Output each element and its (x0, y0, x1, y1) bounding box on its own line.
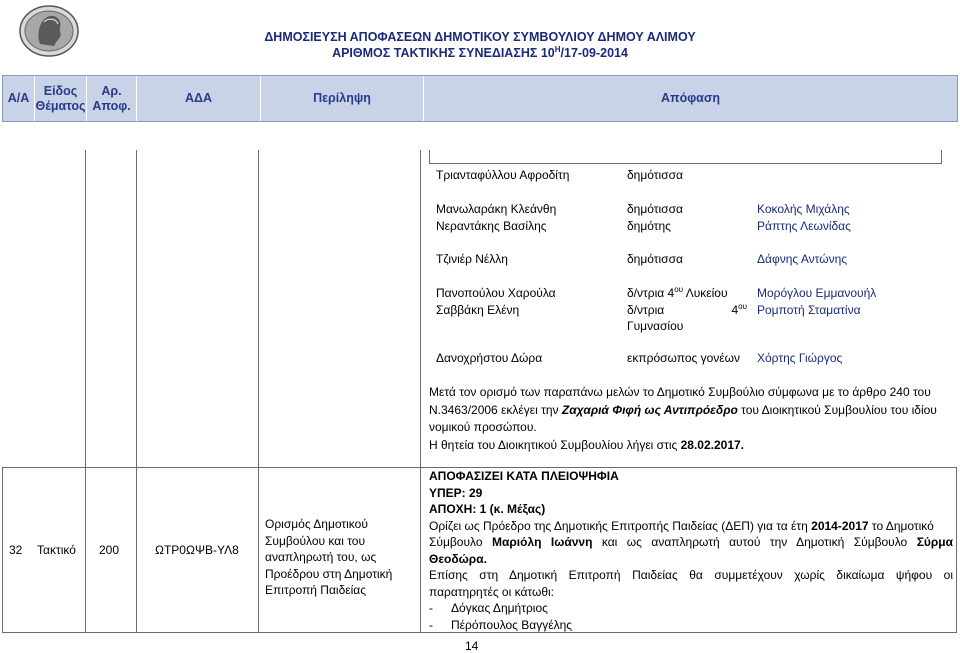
inner-table-top (429, 150, 942, 164)
member-alternate: Δάφνης Αντώνης (757, 252, 848, 266)
member-name: Πανοπούλου Χαρούλα (436, 286, 556, 300)
document-title: ΔΗΜΟΣΙΕΥΣΗ ΑΠΟΦΑΣΕΩΝ ΔΗΜΟΤΙΚΟΥ ΣΥΜΒΟΥΛΙΟΥ ΔΗΜΟΥ ΑΛΙΜΟΥ (264, 30, 696, 44)
member-name: Δανοχρήστου Δώρα (436, 351, 543, 365)
col-aa: Α/Α (3, 76, 35, 121)
member-alternate: Μορόγλου Εμμανουήλ (757, 286, 877, 300)
member-name: Μανωλαράκη Κλεάνθη (436, 202, 557, 216)
grid-line (136, 150, 137, 632)
member-role: δημότισσα (627, 202, 683, 216)
member-role: δημότης (627, 219, 671, 233)
page-number: 14 (465, 639, 479, 653)
member-alternate: Ράπτης Λεωνίδας (757, 219, 851, 233)
grid-line (956, 468, 957, 632)
table-header (2, 75, 958, 122)
col-apofasi: Απόφαση (660, 91, 721, 105)
col-ar: Αρ. Αποφ. (87, 76, 137, 121)
row-aa: 32 (9, 543, 23, 557)
grid-line (2, 468, 3, 632)
row-ada: ΩΤΡ0ΩΨΒ-ΥΛ8 (155, 543, 239, 557)
member-role: εκπρόσωπος γονέων (627, 351, 741, 365)
member-name: Τζινιέρ Νέλλη (436, 252, 508, 266)
member-name: Τριανταφύλλου Αφροδίτη (436, 168, 570, 182)
grid-line (85, 150, 86, 632)
member-role: δημότισσα (627, 168, 683, 182)
member-role: δ/ντρια $4^{o\upsilon}$ Λυκείου (627, 285, 728, 300)
member-alternate: Κοκολής Μιχάλης (757, 202, 850, 216)
member-role: δημότισσα (627, 252, 683, 266)
col-eidos: Είδος Θέματος (35, 76, 87, 121)
member-alternate: Χόρτης Γιώργος (757, 351, 843, 365)
election-paragraph: Μετά τον ορισμό των παραπάνω μελών το Δημοτικό Συμβούλιο σύμφωνα με το άρθρο 240 του Ν.3463/2006 εκλέγει την Ζαχαριά Φιφή ως Αντιπρόεδρο του Διοικητικού Συμβουλίου του ιδίου νομικού προσώπου. Η θητεία του Διοικητικού Συμβουλίου λήγει στις 28.02.2017. (429, 385, 937, 452)
member-alternate: Ρομποτή Σταματίνα (757, 303, 861, 317)
col-perilipsi: Περίληψη (261, 76, 424, 121)
member-name: Σαββάκη Ελένη (436, 303, 520, 317)
col-ada: ΑΔΑ (137, 76, 261, 121)
row-eidos: Τακτικό (37, 543, 76, 557)
session-number: ΑΡΙΘΜΟΣ ΤΑΚΤΙΚΗΣ ΣΥΝΕΔΙΑΣΗΣ $10^H/17-09-2014$ (332, 44, 628, 60)
row-perilipsi: Ορισμός Δημοτικού Συμβούλου και του αναπληρωτή του, ως Προέδρου στη Δημοτική Επιτροπή Παιδείας (265, 517, 393, 597)
row-ar: 200 (99, 543, 120, 557)
grid-line (420, 150, 421, 632)
member-role: δ/ντρια $4^{o\upsilon}$ Γυμνασίου (627, 302, 747, 333)
member-name: Νεραντάκης Βασίλης (436, 219, 547, 233)
row-decision: ΑΠΟΦΑΣΙΖΕΙ ΚΑΤΑ ΠΛΕΙΟΨΗΦΙΑ ΥΠΕΡ: 29 ΑΠΟΧΗ: 1 (κ. Μέξας) Ορίζει ως Πρόεδρο της Δημοτικής Επιτροπής Παιδείας (ΔΕΠ) για τα έτη 2014-2017 το Δημοτικό Σύμβουλο Μαριόλη Ιωάννη και ως αναπληρωτή αυτού την Δημοτική Σύμβουλο Σύρμα Θεοδώρα. Επίσης στη Δημοτική Επιτροπή Παιδείας θα συμμετέχουν χωρίς δικαίωμα ψήφου οι παρατηρητές οι κάτωθι: - Δόγκας Δημήτριος - Πέρόπουλος Βαγγέλης (429, 469, 954, 632)
grid-line (258, 150, 259, 632)
